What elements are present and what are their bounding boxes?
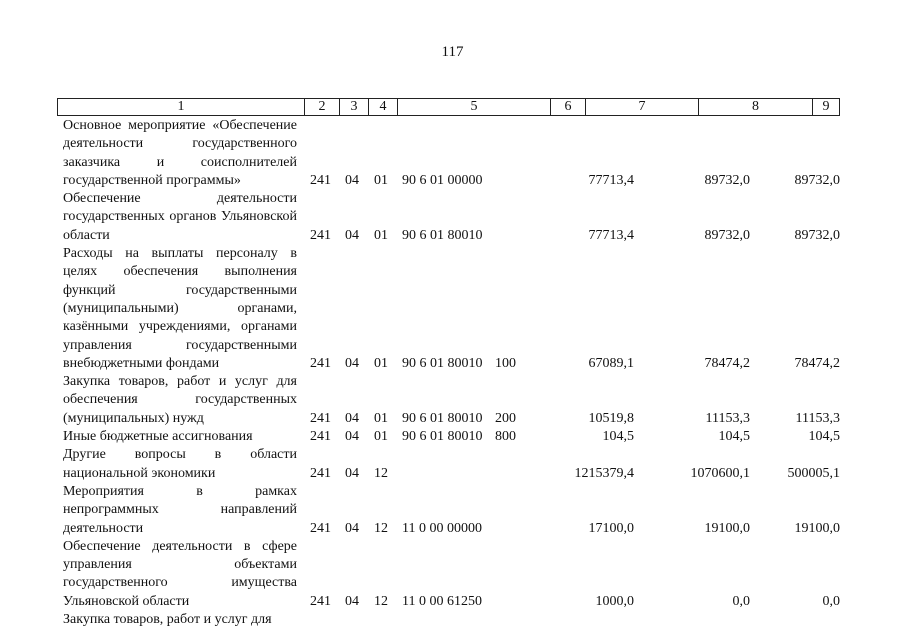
row-code-5: 90 6 01 80010 xyxy=(402,355,483,371)
row-code-4: 12 xyxy=(374,593,388,609)
row-value-7: 67089,1 xyxy=(588,355,634,371)
row-value-7: 77713,4 xyxy=(588,172,634,188)
row-code-6: 800 xyxy=(495,429,516,445)
row-code-4: 01 xyxy=(374,227,388,243)
row-code-3: 04 xyxy=(345,593,359,609)
row-value-7: 1215379,4 xyxy=(574,465,634,481)
row-code-4: 12 xyxy=(374,520,388,536)
row-code-4: 12 xyxy=(374,465,388,481)
row-code-2: 241 xyxy=(310,593,331,609)
row-name: Закупка товаров, работ и услуг для xyxy=(63,612,272,628)
row-value-9: 0,0 xyxy=(822,593,840,609)
row-value-8: 89732,0 xyxy=(704,227,750,243)
table-row xyxy=(63,373,853,428)
row-code-3: 04 xyxy=(345,465,359,481)
table-header xyxy=(57,98,840,116)
row-code-3: 04 xyxy=(345,520,359,536)
row-code-3: 04 xyxy=(345,429,359,445)
table-row xyxy=(63,538,853,611)
row-code-5: 90 6 01 80010 xyxy=(402,410,483,426)
row-value-7: 104,5 xyxy=(602,429,634,445)
header-col-8: 8 xyxy=(699,99,813,115)
row-value-7: 1000,0 xyxy=(595,593,634,609)
row-name: Закупка товаров, работ и услуг для обеспечения государственных (муниципальных) нужд xyxy=(63,374,297,426)
header-col-1: 1 xyxy=(58,99,305,115)
row-value-8: 78474,2 xyxy=(704,355,750,371)
row-value-9: 78474,2 xyxy=(794,355,840,371)
row-name: Расходы на выплаты персоналу в целях обеспечения выполнения функций государственными (муниципальными) органами, казёнными учреждениями, органами управления государственными внебюджетными фондами xyxy=(63,246,297,371)
row-code-2: 241 xyxy=(310,172,331,188)
row-value-8: 89732,0 xyxy=(704,172,750,188)
row-code-3: 04 xyxy=(345,410,359,426)
row-value-9: 500005,1 xyxy=(787,465,840,481)
row-code-6: 100 xyxy=(495,355,516,371)
row-name: Иные бюджетные ассигнования xyxy=(63,429,253,445)
header-col-4: 4 xyxy=(369,99,398,115)
row-value-7: 77713,4 xyxy=(588,227,634,243)
table-row xyxy=(63,446,853,483)
table-row xyxy=(63,611,853,629)
row-name: Мероприятия в рамках непрограммных направлений деятельности xyxy=(63,483,297,536)
table-row xyxy=(63,245,853,373)
row-code-5: 11 0 00 00000 xyxy=(402,520,482,536)
row-value-9: 19100,0 xyxy=(794,520,840,536)
row-code-2: 241 xyxy=(310,465,331,481)
header-col-2: 2 xyxy=(305,99,340,115)
row-value-9: 11153,3 xyxy=(795,410,840,426)
row-code-2: 241 xyxy=(310,410,331,426)
header-col-3: 3 xyxy=(340,99,369,115)
row-value-8: 1070600,1 xyxy=(690,465,750,481)
table-body xyxy=(63,117,853,629)
row-code-4: 01 xyxy=(374,429,388,445)
row-value-8: 19100,0 xyxy=(704,520,750,536)
table-row xyxy=(63,190,853,245)
row-name: Другие вопросы в области национальной экономики xyxy=(63,447,297,481)
row-value-8: 104,5 xyxy=(718,429,750,445)
table-row xyxy=(63,117,853,190)
row-code-5: 90 6 01 80010 xyxy=(402,227,483,243)
row-code-2: 241 xyxy=(310,429,331,445)
row-value-8: 0,0 xyxy=(732,593,750,609)
row-value-7: 17100,0 xyxy=(588,520,634,536)
row-code-2: 241 xyxy=(310,227,331,243)
row-code-3: 04 xyxy=(345,227,359,243)
row-code-4: 01 xyxy=(374,355,388,371)
row-code-5: 90 6 01 80010 xyxy=(402,429,483,445)
row-name: Обеспечение деятельности государственных органов Ульяновской области xyxy=(63,191,297,243)
row-value-7: 10519,8 xyxy=(588,410,634,426)
row-code-5: 11 0 00 61250 xyxy=(402,593,482,609)
header-col-7: 7 xyxy=(586,99,699,115)
row-name: Основное мероприятие «Обеспечение деятельности государственного заказчика и соисполнителей государственной программы» xyxy=(63,118,297,188)
row-code-4: 01 xyxy=(374,172,388,188)
header-col-9: 9 xyxy=(822,99,830,114)
page-number: 117 xyxy=(441,44,464,60)
row-code-2: 241 xyxy=(310,520,331,536)
row-value-9: 89732,0 xyxy=(794,227,840,243)
table-row xyxy=(63,483,853,538)
row-value-9: 104,5 xyxy=(808,429,840,445)
row-code-4: 01 xyxy=(374,410,388,426)
row-code-3: 04 xyxy=(345,355,359,371)
header-col-5: 5 xyxy=(398,99,551,115)
row-code-6: 200 xyxy=(495,410,516,426)
row-name: Обеспечение деятельности в сфере управления объектами государственного имущества Ульяновской области xyxy=(63,538,297,609)
row-code-3: 04 xyxy=(345,172,359,188)
row-code-5: 90 6 01 00000 xyxy=(402,172,483,188)
table-row xyxy=(63,428,853,446)
header-col-6: 6 xyxy=(551,99,586,115)
row-code-2: 241 xyxy=(310,355,331,371)
row-value-8: 11153,3 xyxy=(705,410,750,426)
row-value-9: 89732,0 xyxy=(794,172,840,188)
